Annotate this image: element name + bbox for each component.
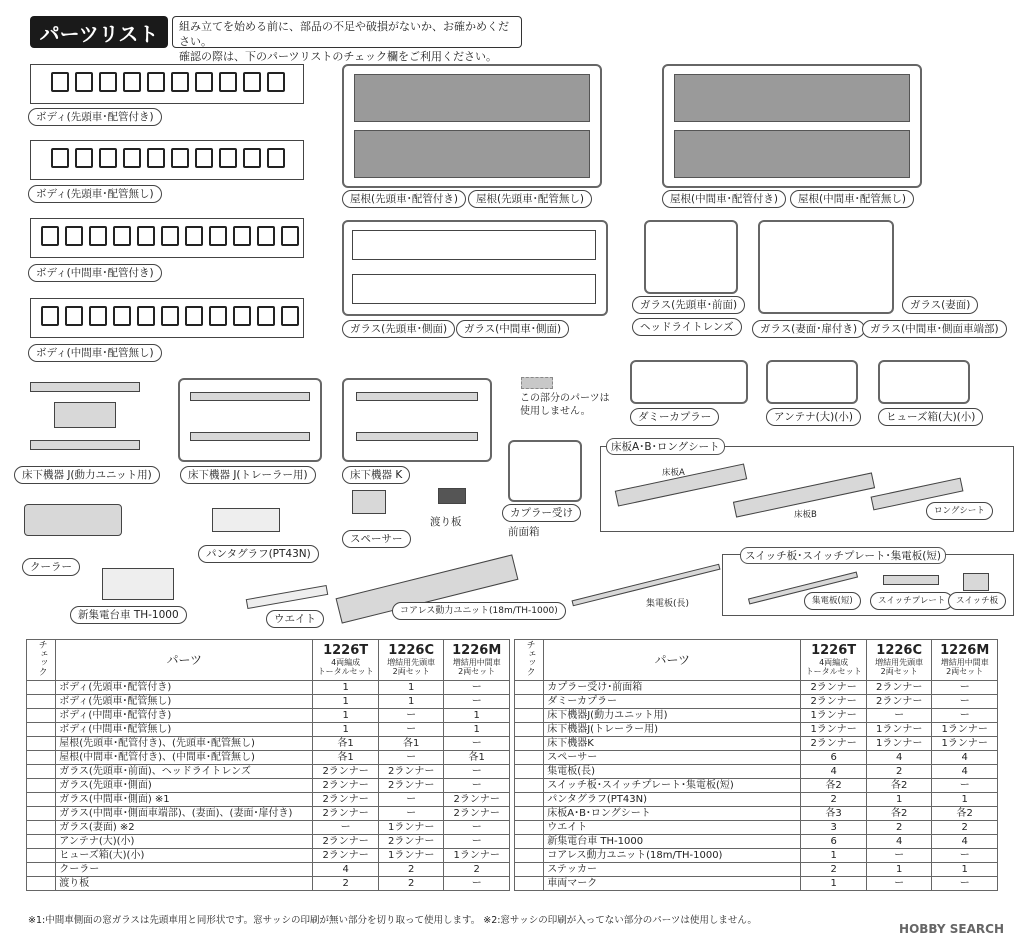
qty-1226t-cell: 2ランナー bbox=[313, 849, 379, 863]
part-name-cell: 屋根(中間車･配管付き)、(中間車･配管無し) bbox=[56, 751, 313, 765]
table-row bbox=[27, 681, 510, 695]
qty-1226m-cell: ー bbox=[444, 695, 510, 709]
qty-1226m-cell: ー bbox=[932, 681, 998, 695]
part-name-cell: ガラス(中間車･側面車端部)、(妻面)、(妻面･扉付き) bbox=[56, 807, 313, 821]
glass-front-runner bbox=[644, 220, 738, 294]
qty-1226c-cell: 1 bbox=[378, 681, 444, 695]
label-roof-mid-pipe: 屋根(中間車･配管付き) bbox=[662, 190, 786, 208]
check-cell[interactable] bbox=[27, 779, 56, 793]
qty-1226m-cell: 1ランナー bbox=[444, 849, 510, 863]
qty-1226m-cell: 2 bbox=[932, 821, 998, 835]
part-name-cell: ボディ(中間車･配管無し) bbox=[56, 723, 313, 737]
qty-1226m-cell: 1ランナー bbox=[932, 723, 998, 737]
part-name-cell: ボディ(先頭車･配管無し) bbox=[56, 695, 313, 709]
set-header-1226c-right: 1226C 増結用先頭車 2両セット bbox=[866, 640, 932, 681]
part-name-cell: 床板A･B･ロングシート bbox=[544, 807, 801, 821]
set-header-1226m: 1226M 増結用中間車 2両セット bbox=[444, 640, 510, 681]
parts-table-left bbox=[26, 639, 510, 891]
table-row bbox=[515, 779, 998, 793]
qty-1226m-cell: ー bbox=[932, 849, 998, 863]
unused-note-line-1: この部分のパーツは bbox=[520, 393, 610, 404]
qty-1226c-cell: 2ランナー bbox=[378, 765, 444, 779]
table-row bbox=[27, 835, 510, 849]
label-body-mid-pipe: ボディ(中間車･配管付き) bbox=[28, 264, 162, 282]
qty-1226c-cell: 2ランナー bbox=[378, 835, 444, 849]
label-body-mid-nopipe: ボディ(中間車･配管無し) bbox=[28, 344, 162, 362]
check-cell[interactable] bbox=[515, 709, 544, 723]
qty-1226t-cell: ー bbox=[313, 821, 379, 835]
check-cell[interactable] bbox=[515, 779, 544, 793]
qty-1226t-cell: 1 bbox=[801, 849, 867, 863]
label-floor-a: 床板A bbox=[662, 468, 685, 478]
qty-1226t-cell: 各2 bbox=[801, 779, 867, 793]
check-cell[interactable] bbox=[27, 821, 56, 835]
label-fuse-box: ヒューズ箱(大)(小) bbox=[878, 408, 983, 426]
table-row bbox=[27, 849, 510, 863]
check-cell[interactable] bbox=[27, 877, 56, 891]
check-cell[interactable] bbox=[27, 695, 56, 709]
check-cell[interactable] bbox=[515, 737, 544, 751]
qty-1226m-cell: 2ランナー bbox=[444, 807, 510, 821]
qty-1226c-cell: 2 bbox=[378, 877, 444, 891]
check-cell[interactable] bbox=[515, 807, 544, 821]
body-lead-nopipe-drawing bbox=[30, 140, 304, 180]
qty-1226c-cell: 1ランナー bbox=[866, 737, 932, 751]
qty-1226t-cell: 6 bbox=[801, 751, 867, 765]
footnote: ※1:中間車側面の窓ガラスは先頭車用と同形状です。窓サッシの印刷が無い部分を切り取って使用します。 ※2:窓サッシの印刷が入ってない部分のパーツは使用しません。 bbox=[28, 915, 757, 926]
qty-1226t-cell: 2ランナー bbox=[801, 681, 867, 695]
table-row bbox=[27, 751, 510, 765]
label-crossover: 渡り板 bbox=[430, 516, 462, 528]
qty-1226t-cell: 4 bbox=[801, 765, 867, 779]
label-power-unit: コアレス動力ユニット(18m/TH-1000) bbox=[392, 602, 566, 620]
label-glass-mid-end: ガラス(中間車･側面車端部) bbox=[862, 320, 1007, 338]
qty-1226c-cell: ー bbox=[378, 709, 444, 723]
fuse-box-runner bbox=[878, 360, 970, 404]
underfloor-k-runner bbox=[342, 378, 492, 462]
qty-1226m-cell: 各2 bbox=[932, 807, 998, 821]
qty-1226t-cell: 各3 bbox=[801, 807, 867, 821]
check-cell[interactable] bbox=[515, 821, 544, 835]
check-cell[interactable] bbox=[515, 723, 544, 737]
qty-1226c-cell: 各2 bbox=[866, 779, 932, 793]
qty-1226c-cell: 1ランナー bbox=[866, 723, 932, 737]
qty-1226t-cell: 1 bbox=[313, 681, 379, 695]
qty-1226c-cell: 2 bbox=[378, 863, 444, 877]
check-cell[interactable] bbox=[27, 849, 56, 863]
check-column-header bbox=[27, 640, 56, 681]
qty-1226c-cell: 1 bbox=[378, 695, 444, 709]
part-name-cell: ガラス(中間車･側面) ※1 bbox=[56, 793, 313, 807]
qty-1226c-cell: 各2 bbox=[866, 807, 932, 821]
qty-1226c-cell: 1ランナー bbox=[378, 849, 444, 863]
weight-drawing bbox=[246, 585, 328, 609]
part-name-cell: カプラー受け･前面箱 bbox=[544, 681, 801, 695]
qty-1226c-cell: ー bbox=[378, 751, 444, 765]
part-name-cell: ダミーカプラー bbox=[544, 695, 801, 709]
table-row bbox=[27, 779, 510, 793]
table-row bbox=[515, 709, 998, 723]
check-cell[interactable] bbox=[27, 863, 56, 877]
check-cell[interactable] bbox=[27, 765, 56, 779]
body-mid-nopipe-drawing bbox=[30, 298, 304, 338]
part-name-cell: 集電板(長) bbox=[544, 765, 801, 779]
qty-1226t-cell: 1ランナー bbox=[801, 709, 867, 723]
cooler-drawing bbox=[24, 504, 122, 536]
table-row bbox=[515, 793, 998, 807]
check-column-header-right bbox=[515, 640, 544, 681]
label-switch-board: スイッチ板 bbox=[948, 592, 1006, 610]
table-row bbox=[515, 723, 998, 737]
label-long-seat: ロングシート bbox=[926, 502, 993, 520]
label-glass-lead-front: ガラス(先頭車･前面) bbox=[632, 296, 745, 314]
intro-text bbox=[172, 16, 522, 63]
qty-1226t-cell: 2ランナー bbox=[313, 793, 379, 807]
label-underfloor-j-trailer: 床下機器 J(トレーラー用) bbox=[180, 466, 316, 484]
check-cell[interactable] bbox=[27, 751, 56, 765]
part-name-cell: ヒューズ箱(大)(小) bbox=[56, 849, 313, 863]
intro-line-1: 組み立てを始める前に、部品の不足や破損がないか、お確かめください。 bbox=[179, 20, 509, 48]
qty-1226c-cell: 2 bbox=[866, 765, 932, 779]
qty-1226m-cell: ー bbox=[932, 779, 998, 793]
part-name-cell: ガラス(妻面) ※2 bbox=[56, 821, 313, 835]
label-floor-b: 床板B bbox=[794, 510, 817, 520]
qty-1226m-cell: 各1 bbox=[444, 751, 510, 765]
label-dummy-coupler: ダミーカプラー bbox=[630, 408, 719, 426]
part-name-cell: 床下機器J(動力ユニット用) bbox=[544, 709, 801, 723]
set-header-1226m-right: 1226M 増結用中間車 2両セット bbox=[932, 640, 998, 681]
check-cell[interactable] bbox=[515, 863, 544, 877]
qty-1226m-cell: 2 bbox=[444, 863, 510, 877]
qty-1226c-cell: ー bbox=[866, 877, 932, 891]
part-name-cell: ボディ(中間車･配管付き) bbox=[56, 709, 313, 723]
check-cell[interactable] bbox=[515, 681, 544, 695]
qty-1226m-cell: 1 bbox=[444, 723, 510, 737]
set-header-1226t-right: 1226T 4両編成 トータルセット bbox=[801, 640, 867, 681]
dummy-coupler-runner bbox=[630, 360, 748, 404]
body-mid-pipe-drawing bbox=[30, 218, 304, 258]
coupler-receiver-runner bbox=[508, 440, 582, 502]
part-name-cell: ステッカー bbox=[544, 863, 801, 877]
qty-1226t-cell: 2 bbox=[313, 877, 379, 891]
check-cell[interactable] bbox=[515, 849, 544, 863]
qty-1226m-cell: ー bbox=[444, 779, 510, 793]
check-cell[interactable] bbox=[27, 723, 56, 737]
label-glass-end: ガラス(妻面) bbox=[902, 296, 978, 314]
qty-1226m-cell: 4 bbox=[932, 751, 998, 765]
qty-1226t-cell: 2ランナー bbox=[313, 807, 379, 821]
qty-1226t-cell: 2ランナー bbox=[801, 737, 867, 751]
label-roof-mid-nopipe: 屋根(中間車･配管無し) bbox=[790, 190, 914, 208]
qty-1226m-cell: ー bbox=[444, 765, 510, 779]
qty-1226m-cell: ー bbox=[444, 681, 510, 695]
part-name-cell: 屋根(先頭車･配管付き)、(先頭車･配管無し) bbox=[56, 737, 313, 751]
check-cell[interactable] bbox=[27, 793, 56, 807]
part-name-cell: 新集電台車 TH-1000 bbox=[544, 835, 801, 849]
check-cell[interactable] bbox=[515, 835, 544, 849]
check-cell[interactable] bbox=[515, 793, 544, 807]
table-row bbox=[515, 765, 998, 779]
part-name-cell: パンタグラフ(PT43N) bbox=[544, 793, 801, 807]
qty-1226m-cell: ー bbox=[932, 877, 998, 891]
check-cell[interactable] bbox=[27, 709, 56, 723]
label-roof-lead-pipe: 屋根(先頭車･配管付き) bbox=[342, 190, 466, 208]
label-front-skirt: 前面箱 bbox=[508, 526, 540, 538]
qty-1226m-cell: 4 bbox=[932, 765, 998, 779]
table-row bbox=[515, 835, 998, 849]
glass-end-runner bbox=[758, 220, 894, 314]
qty-1226c-cell: 4 bbox=[866, 835, 932, 849]
label-glass-end-door: ガラス(妻面･扉付き) bbox=[752, 320, 865, 338]
glass-side-runner bbox=[342, 220, 608, 316]
check-cell[interactable] bbox=[515, 695, 544, 709]
parts-column-header: パーツ bbox=[56, 640, 313, 681]
qty-1226m-cell: 1 bbox=[932, 863, 998, 877]
qty-1226c-cell: 各1 bbox=[378, 737, 444, 751]
label-floor-section: 床板A･B･ロングシート bbox=[606, 438, 725, 455]
bogie-drawing bbox=[102, 568, 174, 600]
qty-1226m-cell: 4 bbox=[932, 835, 998, 849]
qty-1226c-cell: 2ランナー bbox=[866, 695, 932, 709]
label-collector-long: 集電板(長) bbox=[646, 599, 690, 609]
check-cell[interactable] bbox=[27, 807, 56, 821]
watermark: HOBBY SEARCH bbox=[899, 922, 1004, 936]
table-row bbox=[515, 681, 998, 695]
label-switch-section: スイッチ板･スイッチプレート･集電板(短) bbox=[740, 547, 946, 564]
check-cell[interactable] bbox=[515, 877, 544, 891]
check-cell[interactable] bbox=[27, 681, 56, 695]
check-cell[interactable] bbox=[27, 737, 56, 751]
qty-1226t-cell: 1ランナー bbox=[801, 723, 867, 737]
part-name-cell: コアレス動力ユニット(18m/TH-1000) bbox=[544, 849, 801, 863]
qty-1226c-cell: ー bbox=[866, 709, 932, 723]
qty-1226t-cell: 1 bbox=[313, 709, 379, 723]
roof-mid-runner bbox=[662, 64, 922, 188]
label-roof-lead-nopipe: 屋根(先頭車･配管無し) bbox=[468, 190, 592, 208]
qty-1226m-cell: ー bbox=[444, 737, 510, 751]
label-underfloor-j-power: 床下機器 J(動力ユニット用) bbox=[14, 466, 160, 484]
body-lead-pipe-drawing bbox=[30, 64, 304, 104]
unused-swatch bbox=[521, 377, 553, 389]
qty-1226t-cell: 2ランナー bbox=[313, 835, 379, 849]
part-name-cell: クーラー bbox=[56, 863, 313, 877]
qty-1226t-cell: 各1 bbox=[313, 737, 379, 751]
qty-1226c-cell: ー bbox=[378, 807, 444, 821]
qty-1226t-cell: 各1 bbox=[313, 751, 379, 765]
table-row bbox=[27, 821, 510, 835]
qty-1226c-cell: 2ランナー bbox=[378, 779, 444, 793]
qty-1226c-cell: 1 bbox=[866, 863, 932, 877]
qty-1226t-cell: 1 bbox=[313, 695, 379, 709]
qty-1226t-cell: 2 bbox=[801, 793, 867, 807]
table-row bbox=[515, 807, 998, 821]
label-headlight-lens: ヘッドライトレンズ bbox=[632, 318, 742, 336]
qty-1226t-cell: 2ランナー bbox=[313, 779, 379, 793]
qty-1226c-cell: ー bbox=[866, 849, 932, 863]
set-header-1226t: 1226T 4両編成 トータルセット bbox=[313, 640, 379, 681]
underfloor-j-power-drawing bbox=[30, 380, 140, 455]
unused-note-line-2: 使用しません。 bbox=[520, 406, 591, 417]
table-row bbox=[27, 695, 510, 709]
antenna-runner bbox=[766, 360, 858, 404]
table-row bbox=[515, 877, 998, 891]
unused-note bbox=[520, 392, 610, 418]
part-name-cell: ガラス(先頭車･側面) bbox=[56, 779, 313, 793]
check-header-text-right: チェック bbox=[524, 640, 535, 676]
part-name-cell: 床下機器K bbox=[544, 737, 801, 751]
table-row bbox=[515, 849, 998, 863]
label-coupler-receiver: カプラー受け bbox=[502, 504, 581, 522]
qty-1226c-cell: 2ランナー bbox=[866, 681, 932, 695]
part-name-cell: ボディ(先頭車･配管付き) bbox=[56, 681, 313, 695]
qty-1226t-cell: 4 bbox=[313, 863, 379, 877]
underfloor-j-trailer-runner bbox=[178, 378, 322, 462]
part-name-cell: 車両マーク bbox=[544, 877, 801, 891]
qty-1226t-cell: 6 bbox=[801, 835, 867, 849]
qty-1226c-cell: ー bbox=[378, 793, 444, 807]
label-switch-plate: スイッチプレート bbox=[870, 592, 953, 610]
qty-1226t-cell: 2ランナー bbox=[801, 695, 867, 709]
qty-1226c-cell: 1ランナー bbox=[378, 821, 444, 835]
label-body-lead-nopipe: ボディ(先頭車･配管無し) bbox=[28, 185, 162, 203]
check-header-text: チェック bbox=[36, 640, 47, 676]
label-glass-lead-side: ガラス(先頭車･側面) bbox=[342, 320, 455, 338]
part-name-cell: スイッチ板･スイッチプレート･集電板(短) bbox=[544, 779, 801, 793]
label-cooler: クーラー bbox=[22, 558, 80, 576]
table-row bbox=[515, 863, 998, 877]
qty-1226m-cell: ー bbox=[932, 709, 998, 723]
table-row bbox=[515, 751, 998, 765]
label-pantograph: パンタグラフ(PT43N) bbox=[198, 545, 319, 563]
parts-table-right bbox=[514, 639, 998, 891]
parts-column-header-right: パーツ bbox=[544, 640, 801, 681]
check-cell[interactable] bbox=[515, 765, 544, 779]
qty-1226t-cell: 2 bbox=[801, 863, 867, 877]
part-name-cell: アンテナ(大)(小) bbox=[56, 835, 313, 849]
qty-1226t-cell: 1 bbox=[313, 723, 379, 737]
qty-1226m-cell: 1ランナー bbox=[932, 737, 998, 751]
table-row bbox=[515, 695, 998, 709]
table-row bbox=[27, 737, 510, 751]
qty-1226c-cell: ー bbox=[378, 723, 444, 737]
label-weight: ウエイト bbox=[266, 610, 324, 628]
label-underfloor-k: 床下機器 K bbox=[342, 466, 410, 484]
label-body-lead-pipe: ボディ(先頭車･配管付き) bbox=[28, 108, 162, 126]
qty-1226t-cell: 3 bbox=[801, 821, 867, 835]
check-cell[interactable] bbox=[27, 835, 56, 849]
table-row bbox=[27, 793, 510, 807]
qty-1226t-cell: 2ランナー bbox=[313, 765, 379, 779]
table-row bbox=[27, 723, 510, 737]
set-header-1226c: 1226C 増結用先頭車 2両セット bbox=[378, 640, 444, 681]
qty-1226m-cell: 1 bbox=[444, 709, 510, 723]
table-row bbox=[27, 807, 510, 821]
part-name-cell: 渡り板 bbox=[56, 877, 313, 891]
table-row bbox=[27, 877, 510, 891]
page-title: パーツリスト bbox=[30, 16, 168, 48]
check-cell[interactable] bbox=[515, 751, 544, 765]
qty-1226m-cell: ー bbox=[444, 877, 510, 891]
pantograph-drawing bbox=[212, 508, 280, 532]
label-spacer: スペーサー bbox=[342, 530, 411, 548]
label-glass-mid-side: ガラス(中間車･側面) bbox=[456, 320, 569, 338]
qty-1226c-cell: 4 bbox=[866, 751, 932, 765]
table-row bbox=[27, 765, 510, 779]
qty-1226c-cell: 2 bbox=[866, 821, 932, 835]
part-name-cell: 床下機器J(トレーラー用) bbox=[544, 723, 801, 737]
label-antenna: アンテナ(大)(小) bbox=[766, 408, 861, 426]
qty-1226t-cell: 1 bbox=[801, 877, 867, 891]
table-row bbox=[27, 863, 510, 877]
qty-1226m-cell: ー bbox=[932, 695, 998, 709]
table-row bbox=[27, 709, 510, 723]
qty-1226m-cell: ー bbox=[444, 835, 510, 849]
crossover-drawing bbox=[438, 488, 466, 504]
roof-lead-runner bbox=[342, 64, 602, 188]
spacer-drawing bbox=[352, 490, 386, 514]
qty-1226m-cell: 1 bbox=[932, 793, 998, 807]
table-row bbox=[515, 821, 998, 835]
label-collector-short: 集電板(短) bbox=[804, 592, 861, 610]
qty-1226m-cell: ー bbox=[444, 821, 510, 835]
part-name-cell: ウエイト bbox=[544, 821, 801, 835]
table-row bbox=[515, 737, 998, 751]
qty-1226c-cell: 1 bbox=[866, 793, 932, 807]
qty-1226m-cell: 2ランナー bbox=[444, 793, 510, 807]
label-bogie: 新集電台車 TH-1000 bbox=[70, 606, 187, 624]
intro-line-2: 確認の際は、下のパーツリストのチェック欄をご利用ください。 bbox=[179, 50, 498, 63]
part-name-cell: スペーサー bbox=[544, 751, 801, 765]
part-name-cell: ガラス(先頭車･前面)、ヘッドライトレンズ bbox=[56, 765, 313, 779]
